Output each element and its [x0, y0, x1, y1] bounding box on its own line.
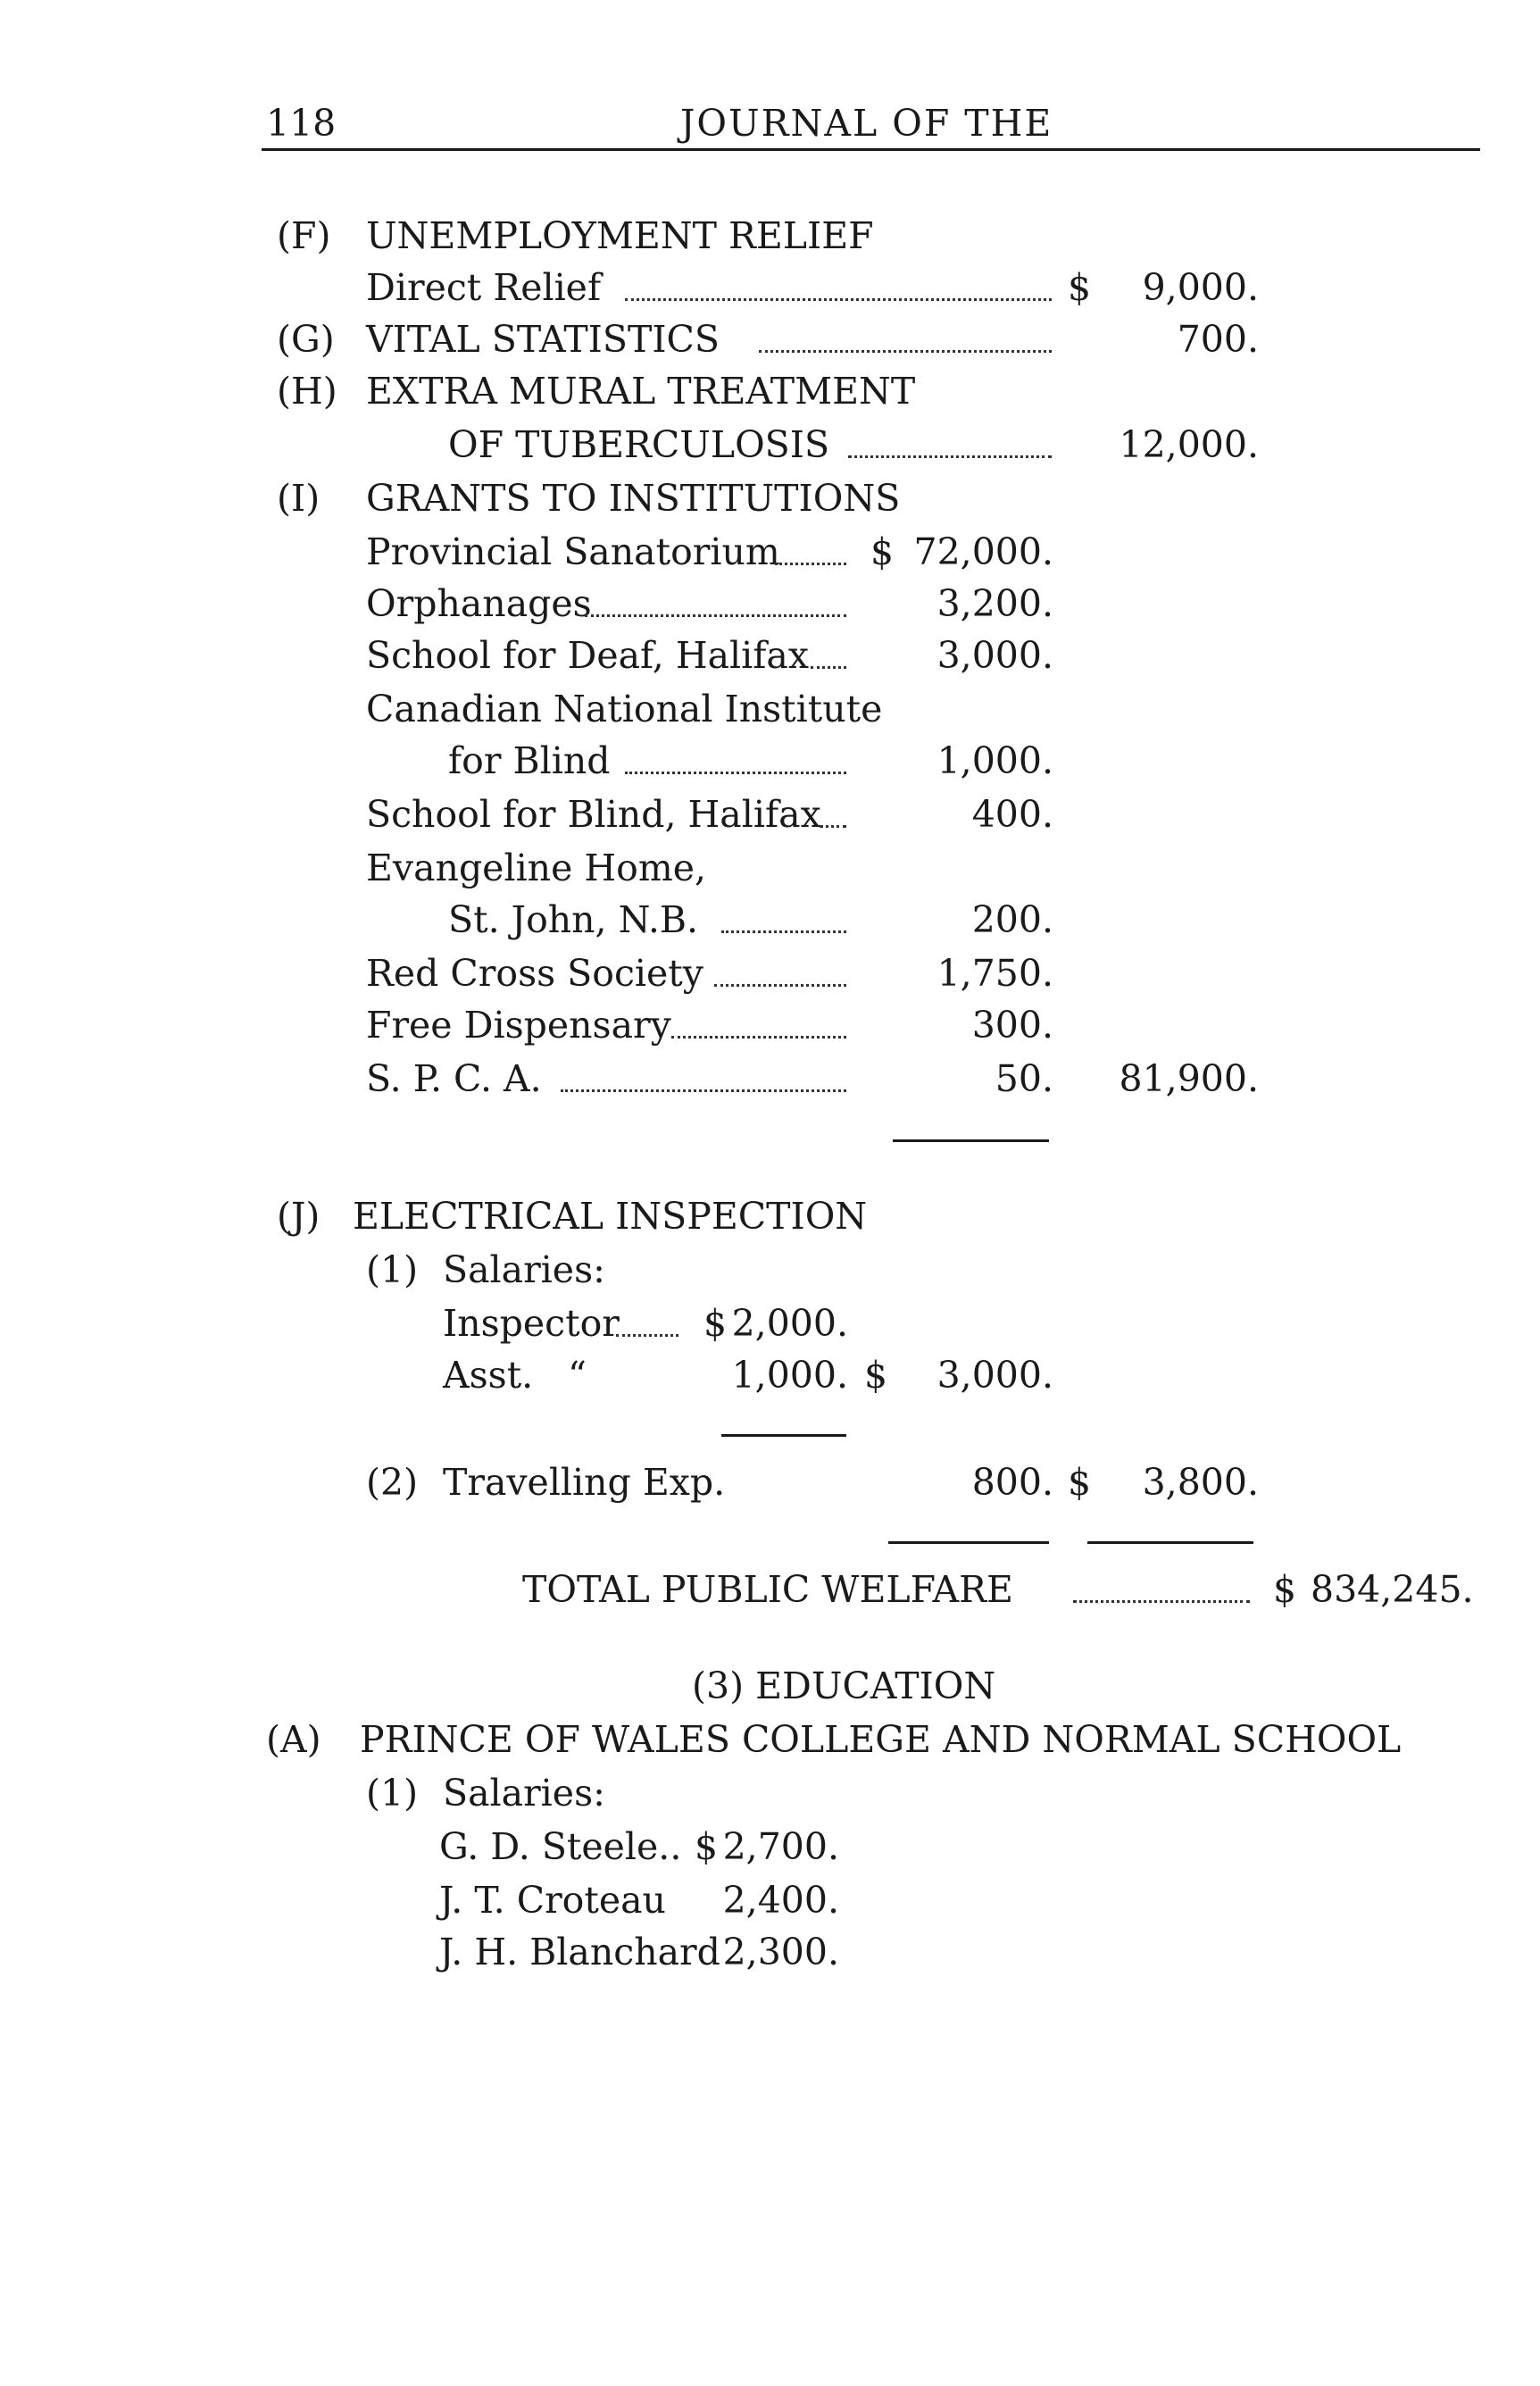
- salary-label: Asst.: [443, 1354, 534, 1397]
- leader-dots: [811, 666, 846, 669]
- dollar-sign: $: [1068, 266, 1092, 309]
- grant-amount: 3,000.: [936, 634, 1053, 677]
- grant-label: St. John, N.B.: [448, 898, 699, 941]
- salary-label: J. H. Blanchard: [439, 1931, 720, 1973]
- dollar-sign: $: [864, 1354, 888, 1397]
- leader-dots: [671, 1036, 846, 1039]
- grant-amount: 1,000.: [936, 739, 1053, 782]
- grant-amount: 200.: [971, 898, 1053, 941]
- section-f-letter: (F): [277, 214, 331, 257]
- page-header-title: JOURNAL OF THE: [680, 102, 1053, 145]
- subsection-number: (1): [366, 1772, 419, 1815]
- salary-label: Inspector: [443, 1302, 620, 1345]
- vital-statistics-amount: 700.: [1177, 318, 1259, 361]
- leader-dots: [625, 772, 846, 774]
- dollar-sign: $: [1273, 1568, 1297, 1611]
- leader-dots: [759, 350, 1052, 353]
- salaries-label: Salaries:: [443, 1772, 605, 1815]
- section-g-letter: (G): [277, 318, 335, 361]
- sum-rule: [1087, 1541, 1253, 1544]
- grant-label: Red Cross Society: [366, 952, 703, 995]
- salary-amount: 1,000.: [731, 1354, 848, 1397]
- leader-dots: [721, 930, 846, 933]
- salary-amount: 2,000.: [731, 1302, 848, 1345]
- section-j-heading: ELECTRICAL INSPECTION: [353, 1195, 868, 1238]
- grant-label: School for Deaf, Halifax: [366, 634, 809, 677]
- section-h-heading-cont: OF TUBERCULOSIS: [448, 423, 830, 466]
- ditto-mark: “: [568, 1354, 587, 1397]
- header-rule: [262, 148, 1480, 151]
- leader-dots: [1073, 1600, 1250, 1603]
- grant-label: Free Dispensary: [366, 1004, 671, 1047]
- grant-amount: 3,200.: [936, 582, 1053, 625]
- subsection-number: (2): [366, 1461, 419, 1504]
- section-i-letter: (I): [277, 477, 320, 520]
- education-heading: (3) EDUCATION: [692, 1664, 996, 1707]
- grant-label: Orphanages: [366, 582, 592, 625]
- dollar-sign: $: [1068, 1461, 1092, 1504]
- leader-dots: [820, 825, 846, 828]
- tuberculosis-amount: 12,000.: [1119, 423, 1259, 466]
- grant-label: Canadian National Institute: [366, 688, 883, 730]
- section-h-letter: (H): [277, 370, 337, 413]
- leader-dots: [616, 1334, 678, 1337]
- salary-label: G. D. Steele..: [439, 1825, 682, 1868]
- section-i-heading: GRANTS TO INSTITUTIONS: [366, 477, 901, 520]
- leader-dots: [714, 984, 846, 987]
- leader-dots: [625, 298, 1052, 301]
- travel-label: Travelling Exp.: [443, 1461, 726, 1504]
- electrical-total: 3,800.: [1142, 1461, 1259, 1504]
- section-a-heading: PRINCE OF WALES COLLEGE AND NORMAL SCHOOL: [360, 1718, 1402, 1761]
- grant-amount: 400.: [971, 793, 1053, 836]
- section-j-letter: (J): [277, 1195, 320, 1238]
- direct-relief-amount: 9,000.: [1142, 266, 1259, 309]
- grant-amount: 50.: [995, 1057, 1053, 1100]
- grant-label: for Blind: [448, 739, 611, 782]
- salary-amount: 2,300.: [722, 1931, 839, 1973]
- grant-amount: 300.: [971, 1004, 1053, 1047]
- section-g-heading: VITAL STATISTICS: [366, 318, 720, 361]
- section-a-letter: (A): [266, 1718, 321, 1761]
- total-welfare-amount: 834,245.: [1311, 1568, 1474, 1611]
- leader-dots: [561, 1089, 846, 1092]
- grant-label: Evangeline Home,: [366, 847, 706, 889]
- grant-amount: 1,750.: [936, 952, 1053, 995]
- dollar-sign: $: [870, 530, 895, 573]
- salary-label: J. T. Croteau: [439, 1879, 666, 1922]
- leader-dots: [775, 563, 846, 565]
- grant-label: School for Blind, Halifax: [366, 793, 821, 836]
- dollar-sign: $: [703, 1302, 728, 1345]
- section-h-heading: EXTRA MURAL TREATMENT: [366, 370, 916, 413]
- section-f-heading: UNEMPLOYMENT RELIEF: [366, 214, 874, 257]
- direct-relief-label: Direct Relief: [366, 266, 602, 309]
- grant-label: Provincial Sanatorium: [366, 530, 780, 573]
- dollar-sign: $: [695, 1825, 719, 1868]
- sum-rule: [888, 1541, 1049, 1544]
- page-number: 118: [266, 102, 337, 145]
- salaries-subtotal: 3,000.: [936, 1354, 1053, 1397]
- salary-amount: 2,700.: [722, 1825, 839, 1868]
- sum-rule: [893, 1139, 1049, 1142]
- grant-amount: 72,000.: [913, 530, 1053, 573]
- total-welfare-label: TOTAL PUBLIC WELFARE: [522, 1568, 1013, 1611]
- salaries-label: Salaries:: [443, 1248, 605, 1291]
- leader-dots: [585, 614, 846, 617]
- travel-amount: 800.: [971, 1461, 1053, 1504]
- subsection-number: (1): [366, 1248, 419, 1291]
- salary-amount: 2,400.: [722, 1879, 839, 1922]
- grant-label: S. P. C. A.: [366, 1057, 542, 1100]
- sum-rule: [721, 1434, 846, 1437]
- grants-total: 81,900.: [1119, 1057, 1259, 1100]
- leader-dots: [848, 455, 1052, 458]
